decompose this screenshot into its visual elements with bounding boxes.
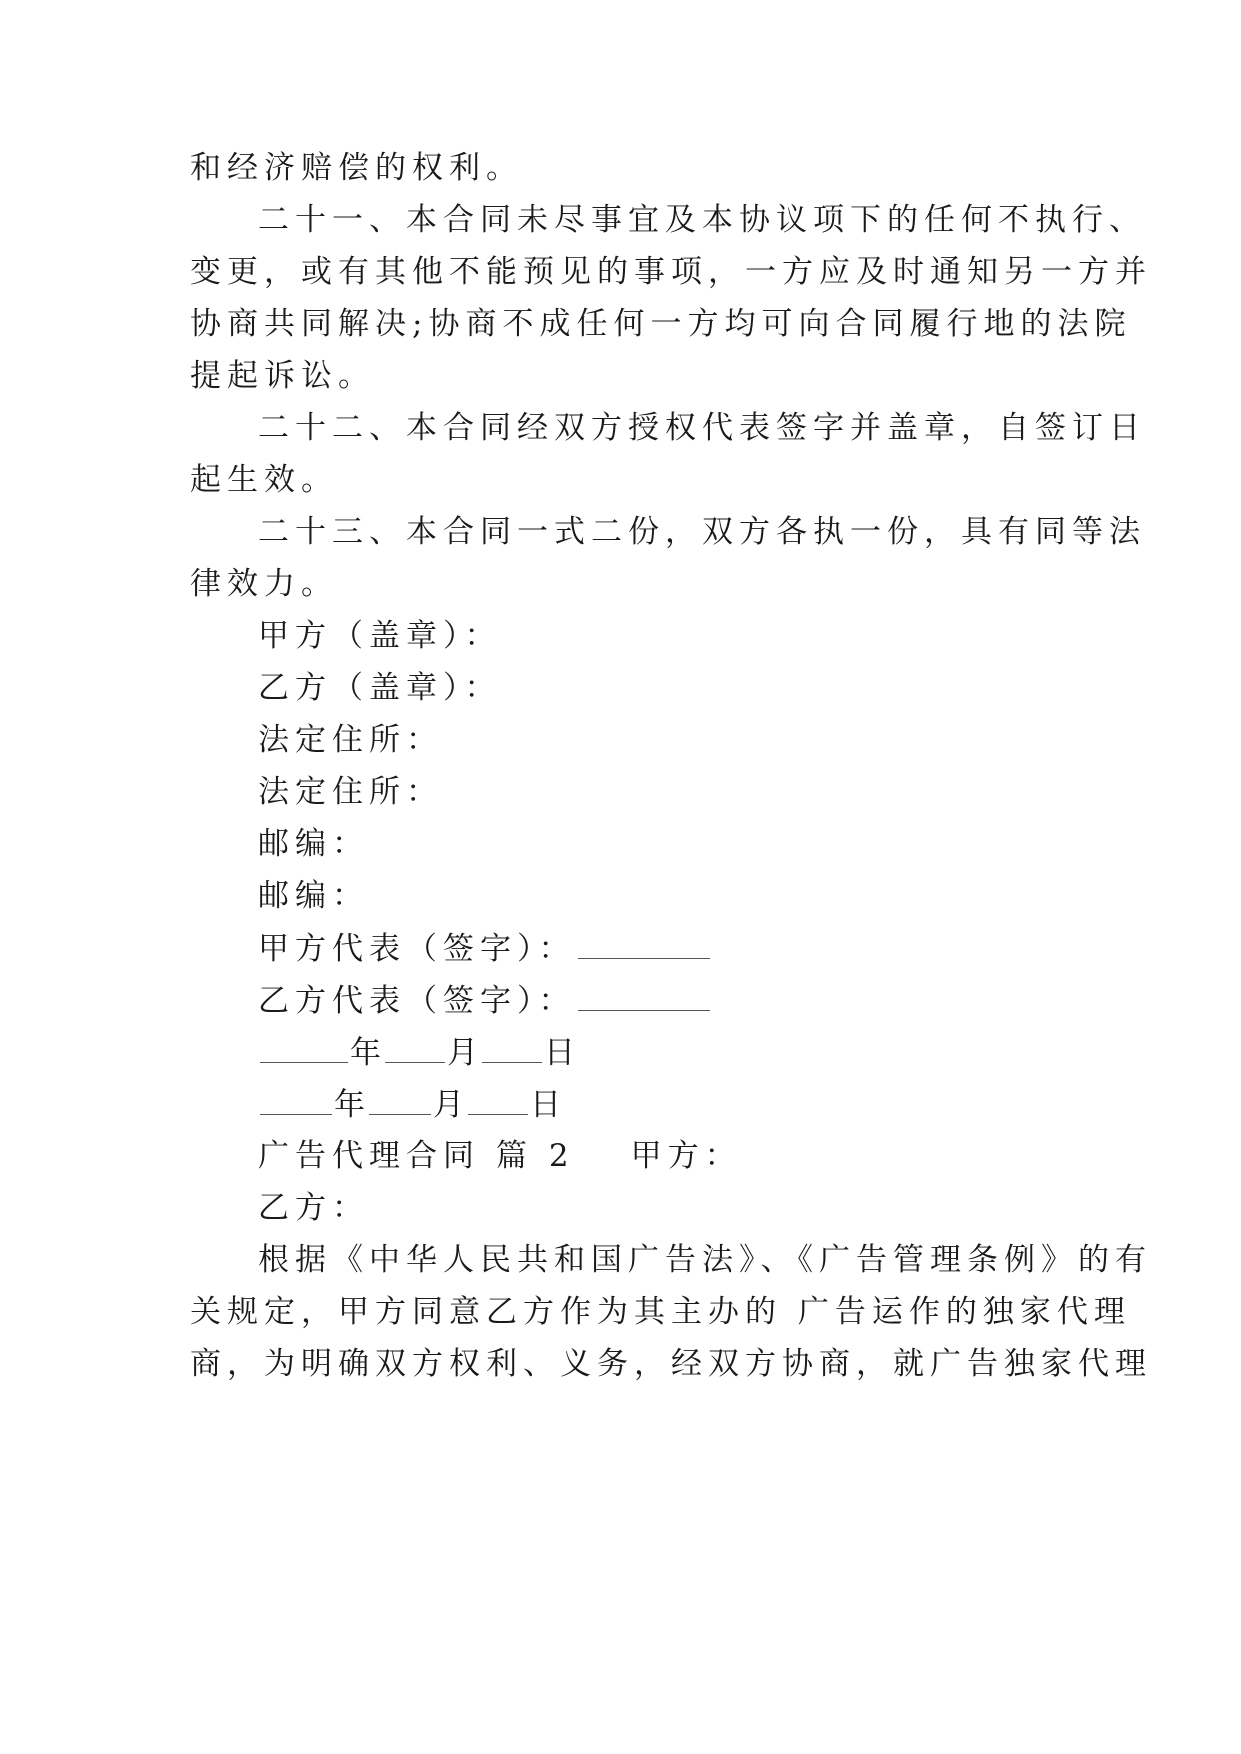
- day-label: 日: [530, 1087, 563, 1123]
- day-blank: [468, 1084, 528, 1115]
- contract-2-section: 篇 2: [496, 1138, 575, 1174]
- party-b-seal-label: 乙方（盖章）：: [258, 670, 502, 706]
- contract-2-heading: [258, 1136, 742, 1176]
- clause-22-line-2: 起生效。: [190, 462, 338, 498]
- rep-a-line: [258, 928, 712, 969]
- clause-21-line-3: 协商共同解决;协商不成任何一方均可向合同履行地的法院: [190, 306, 1132, 342]
- contract-2-party-a: 甲方：: [630, 1138, 742, 1174]
- contract-2-intro-line-3: 商，为明确双方权利、义务，经双方协商，就广告独家代理: [190, 1346, 1152, 1382]
- clause-22-line-1: 二十二、本合同经双方授权代表签字并盖章，自签订日: [258, 410, 1146, 446]
- address-a-label: 法定住所：: [258, 722, 443, 758]
- month-blank: [369, 1084, 431, 1115]
- day-label: 日: [544, 1035, 577, 1071]
- clause-20-tail: 和经济赔偿的权利。: [190, 150, 523, 186]
- postcode-a-label: 邮编：: [258, 826, 369, 862]
- clause-23-line-1: 二十三、本合同一式二份，双方各执一份，具有同等法: [258, 514, 1146, 550]
- rep-b-line: [258, 980, 712, 1021]
- address-b-label: 法定住所：: [258, 774, 443, 810]
- year-label: 年: [350, 1035, 383, 1071]
- month-blank: [385, 1032, 445, 1063]
- contract-2-party-b: 乙方：: [258, 1190, 369, 1226]
- year-blank: [260, 1084, 332, 1115]
- clause-21-line-1: 二十一、本合同未尽事宜及本协议项下的任何不执行、: [258, 202, 1146, 238]
- year-label: 年: [334, 1087, 367, 1123]
- postcode-b-label: 邮编：: [258, 878, 369, 914]
- month-label: 月: [433, 1087, 466, 1123]
- day-blank: [482, 1032, 542, 1063]
- contract-2-intro-line-1: 根据《中华人民共和国广告法》、《广告管理条例》的有: [258, 1242, 1152, 1278]
- contract-2-intro-line-2: 关规定，甲方同意乙方作为其主办的 广告运作的独家代理: [190, 1294, 1131, 1330]
- party-a-seal-label: 甲方（盖章）：: [258, 618, 502, 654]
- rep-a-signature-blank: [578, 928, 710, 959]
- rep-b-label: 乙方代表（签字）：: [258, 983, 576, 1019]
- clause-21-line-2: 变更，或有其他不能预见的事项，一方应及时通知另一方并: [190, 254, 1152, 290]
- clause-21-line-4: 提起诉讼。: [190, 358, 375, 394]
- date-line-a: [258, 1032, 577, 1073]
- contract-2-title: 广告代理合同: [258, 1138, 480, 1174]
- year-blank: [260, 1032, 348, 1063]
- date-line-b: [258, 1084, 563, 1125]
- month-label: 月: [447, 1035, 480, 1071]
- rep-b-signature-blank: [578, 980, 710, 1011]
- clause-23-line-2: 律效力。: [190, 566, 338, 602]
- rep-a-label: 甲方代表（签字）：: [258, 931, 576, 967]
